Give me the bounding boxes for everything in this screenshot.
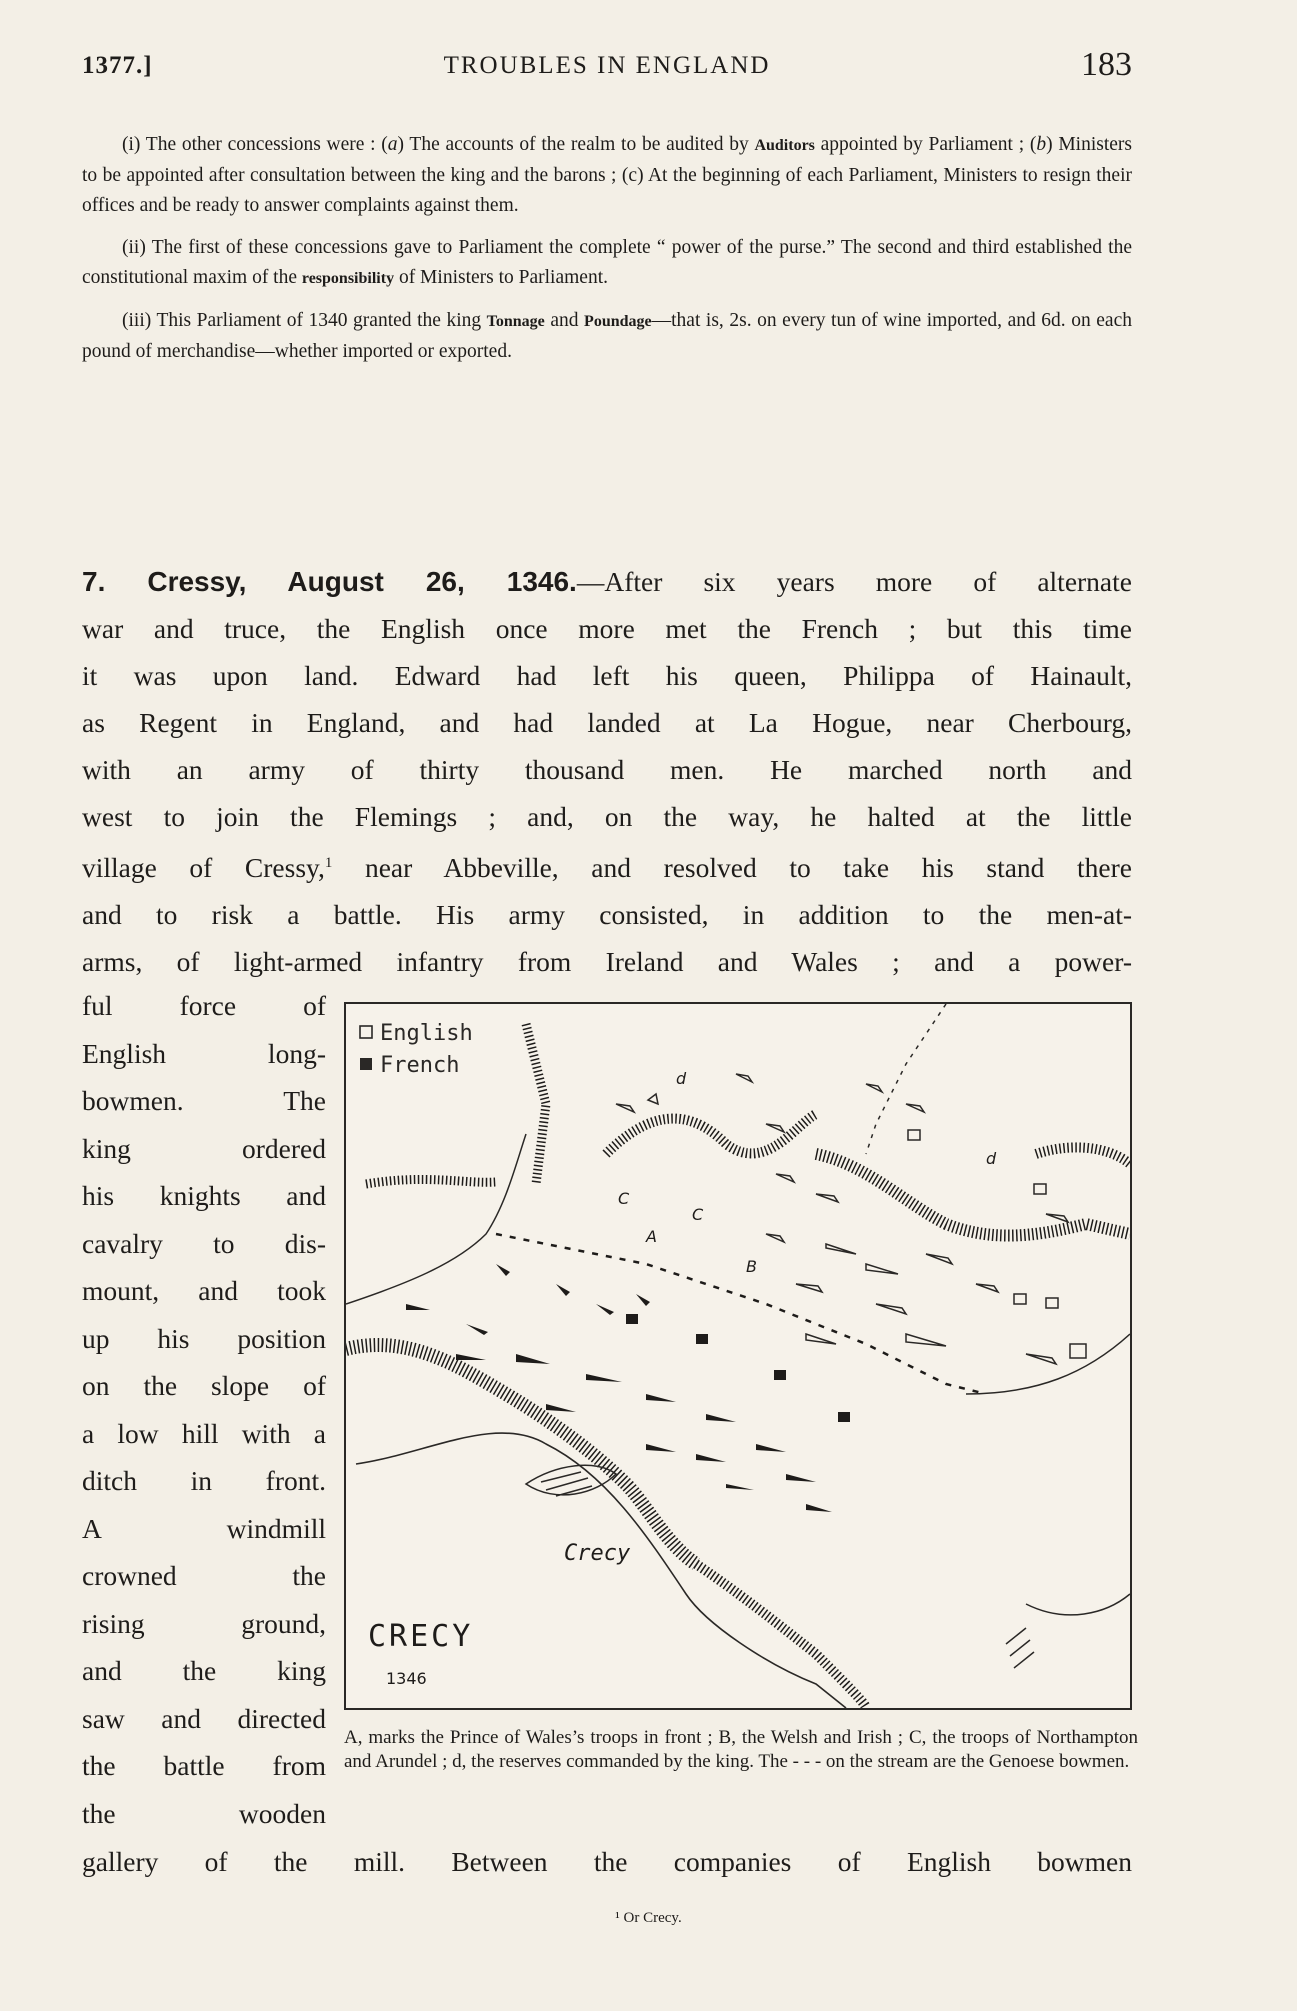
wrap-line: up his position [82, 1322, 326, 1354]
english-unit [976, 1284, 998, 1292]
map-label-d: d [986, 1149, 997, 1168]
french-unit [806, 1504, 832, 1512]
wrap-line: ful force of [82, 990, 326, 1021]
wrap-line: A windmill [82, 1512, 326, 1544]
body-line: it was upon land. Edward had left his queen, Philippa of Hainault, [82, 660, 1132, 691]
french-unit [496, 1264, 510, 1276]
french-square [838, 1412, 850, 1422]
map-title: CRECY [368, 1619, 474, 1654]
english-square [1034, 1184, 1046, 1194]
battle-map-drawing [346, 1004, 1130, 1708]
header-year: 1377.] [82, 52, 153, 79]
english-unit [926, 1254, 952, 1264]
note-text: of Ministers to Parliament. [394, 267, 608, 288]
wrap-line: king ordered [82, 1132, 326, 1164]
english-unit [1046, 1214, 1068, 1222]
english-unit [736, 1074, 752, 1082]
continuation-line [82, 1838, 1132, 1885]
french-troops [406, 1264, 850, 1512]
legend-english-swatch [360, 1026, 372, 1038]
french-unit [516, 1354, 550, 1364]
track-line [346, 1134, 526, 1304]
english-unit [616, 1104, 634, 1112]
body-text-fragment: village of Cressy, [82, 852, 325, 884]
french-unit [706, 1414, 736, 1422]
french-unit [696, 1454, 726, 1462]
french-square [774, 1370, 786, 1380]
stream-line [356, 1433, 846, 1708]
french-unit [456, 1354, 486, 1360]
body-line: arms, of light-armed infantry from Ireland and Wales ; and a power- [82, 946, 1132, 978]
english-unit [866, 1264, 898, 1274]
note-text: —that is, 2s. on every tun of wine imported, and 6d. on each pound of merchandise—whether imported or exported. [82, 310, 1132, 362]
wrap-line: his knights and [82, 1180, 326, 1211]
body-line: war and truce, the English once more met the French ; but this time [82, 613, 1132, 644]
footnote: ¹ Or Crecy. [615, 1910, 682, 1926]
french-square [626, 1314, 638, 1324]
note-text: (i) The other concessions were : ( [122, 134, 388, 155]
english-unit [906, 1334, 946, 1346]
note-text: (iii) This Parliament of 1340 granted the king [122, 310, 487, 331]
map-year: 1346 [386, 1669, 427, 1688]
body-line [82, 558, 1132, 605]
legend-english-label: English [380, 1021, 473, 1046]
note-text: b [1036, 134, 1047, 155]
wrap-line: rising ground, [82, 1607, 326, 1639]
note-text: (ii) The first of these concessions gave to Parliament the complete “ power of the purse.” The second and third established the constitutional maxim of the [82, 237, 1132, 288]
english-troops [526, 1074, 1086, 1668]
footnote-ref: 1 [324, 855, 333, 871]
note-term: Auditors [754, 137, 815, 154]
wrap-line: crowned the [82, 1560, 326, 1591]
wrap-line: ditch in front. [82, 1465, 326, 1496]
note-term: Tonnage [486, 313, 545, 330]
body-line: with an army of thirty thousand men. He marched north and [82, 754, 1132, 785]
wrap-line: a low hill with a [82, 1417, 326, 1449]
header-title: TROUBLES IN ENGLAND [443, 52, 771, 79]
mill-outline [526, 1465, 616, 1495]
legend-french-swatch [360, 1058, 372, 1070]
french-square [696, 1334, 708, 1344]
english-square [1046, 1298, 1058, 1308]
wrap-line: English long- [82, 1037, 326, 1069]
track-line [966, 1334, 1130, 1394]
body-line: and to risk a battle. His army consisted, in addition to the men-at- [82, 899, 1132, 931]
english-unit [1026, 1354, 1056, 1364]
french-unit [646, 1394, 676, 1402]
english-unit [776, 1174, 794, 1182]
french-unit [406, 1304, 430, 1310]
map-label-c: C [618, 1189, 630, 1208]
english-unit [766, 1234, 784, 1242]
english-unit [826, 1244, 856, 1254]
french-unit [466, 1324, 488, 1335]
body-line: as Regent in England, and had landed at La Hogue, near Cherbourg, [82, 707, 1132, 738]
english-unit [796, 1284, 822, 1292]
note-term: responsibility [301, 270, 395, 287]
english-unit [766, 1124, 784, 1132]
note-ii [82, 233, 1132, 294]
french-unit [726, 1484, 754, 1490]
english-square [1014, 1294, 1026, 1304]
body-line [82, 840, 1132, 891]
wrap-line: cavalry to dis- [82, 1227, 326, 1259]
wrap-line: saw and directed [82, 1702, 326, 1734]
map-label-b: B [746, 1257, 757, 1276]
legend-french-label: French [380, 1053, 460, 1078]
wrap-line: the wooden [82, 1797, 326, 1829]
wrap-line: bowmen. The [82, 1085, 326, 1116]
wrapped-text-column [82, 982, 326, 1837]
french-unit [556, 1284, 570, 1296]
map-label-d: d [676, 1069, 687, 1088]
french-unit [756, 1444, 786, 1452]
body-line: gallery of the mill. Between the companies of English bowmen [82, 1846, 1132, 1877]
road-line [866, 1004, 946, 1154]
genoese-bowmen-line [496, 1234, 986, 1394]
map-label-a: A [646, 1227, 657, 1246]
battle-map [344, 1002, 1132, 1710]
note-text: appointed by Parliament ; ( [814, 134, 1037, 155]
french-unit [636, 1294, 650, 1306]
wrap-line: mount, and took [82, 1275, 326, 1306]
page-number: 183 [1081, 46, 1132, 83]
note-text: ) The accounts of the realm to be audited by [397, 134, 755, 155]
track-line [1026, 1594, 1130, 1615]
note-i [82, 130, 1132, 221]
french-unit [586, 1374, 622, 1382]
french-unit [546, 1404, 576, 1412]
note-text: and [544, 310, 585, 331]
map-caption: A, marks the Prince of Wales’s troops in front ; B, the Welsh and Irish ; C, the troops of Northampton and Arundel ; d, the reserves commanded by the king. The - - - on the stream are the Genoese bowmen. [344, 1727, 1138, 1772]
map-label-c: C [692, 1205, 704, 1224]
wrap-line: and the king [82, 1655, 326, 1686]
english-square [908, 1130, 920, 1140]
english-square [1070, 1344, 1086, 1358]
notes-block [82, 130, 1132, 379]
english-unit [816, 1194, 838, 1202]
wrap-line: on the slope of [82, 1370, 326, 1401]
note-term: Poundage [584, 313, 652, 330]
town-label: Crecy [564, 1541, 631, 1566]
note-iii [82, 306, 1132, 367]
english-unit [648, 1094, 658, 1104]
english-unit [866, 1084, 882, 1092]
french-unit [786, 1474, 816, 1482]
body-text-fragment: —After six years more of alternate [576, 566, 1132, 597]
section-body [82, 558, 1132, 985]
english-unit [806, 1334, 836, 1344]
section-heading: 7. Cressy, August 26, 1346. [82, 566, 577, 597]
body-text-fragment: near Abbeville, and resolved to take his stand there [332, 852, 1132, 884]
note-text: a [387, 134, 398, 155]
english-unit [1006, 1628, 1034, 1668]
wrap-line: the battle from [82, 1750, 326, 1781]
french-unit [596, 1304, 614, 1315]
english-unit [876, 1304, 906, 1314]
note-text: ) Ministers to be appointed after consultation between the king and the barons ; (c) At the beginning of each Parliament, Ministers to resign their offices and be ready to answer complaints against them. [82, 134, 1132, 216]
french-unit [646, 1444, 676, 1452]
body-line: west to join the Flemings ; and, on the way, he halted at the little [82, 801, 1132, 832]
english-unit [906, 1104, 924, 1112]
hill-ridge [346, 1024, 1130, 1708]
